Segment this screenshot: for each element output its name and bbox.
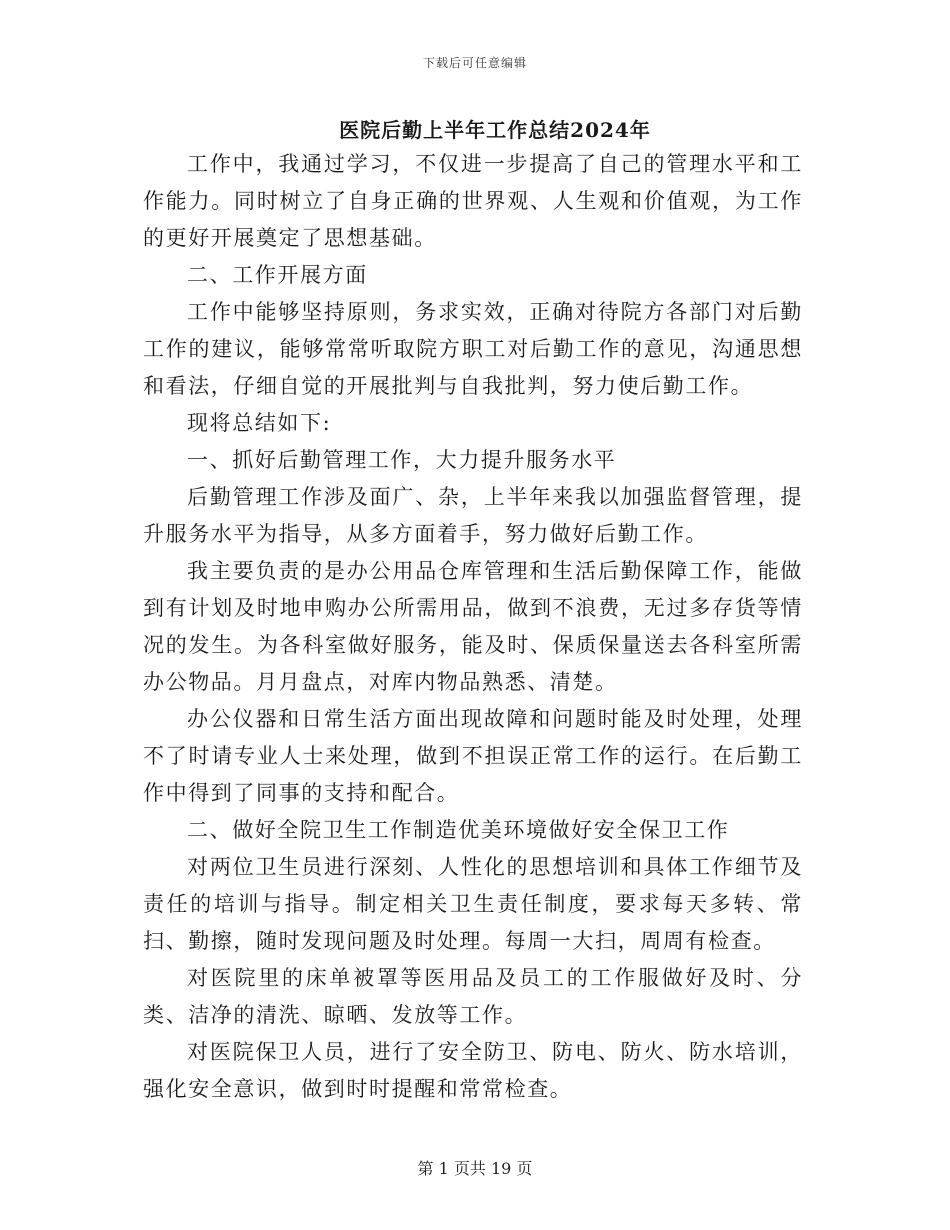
paragraph: 我主要负责的是办公用品仓库管理和生活后勤保障工作，能做到有计划及时地申购办公所需用品，做到不浪费，无过多存货等情况的发生。为各科室做好服务，能及时、保质保量送去各科室所需办公物品。月月盘点，对库内物品熟悉、清楚。 xyxy=(143,559,803,694)
paragraph: 工作中，我通过学习，不仅进一步提高了自己的管理水平和工作能力。同时树立了自身正确的世界观、人生观和价值观，为工作的更好开展奠定了思想基础。 xyxy=(143,152,803,250)
paragraph: 对两位卫生员进行深刻、人性化的思想培训和具体工作细节及责任的培训与指导。制定相关卫生责任制度，要求每天多转、常扫、勤擦，随时发现问题及时处理。每周一大扫，周周有检查。 xyxy=(143,855,803,953)
paragraph: 对医院里的床单被罩等医用品及员工的工作服做好及时、分类、洁净的清洗、晾晒、发放等工作。 xyxy=(143,966,803,1027)
section-heading: 二、做好全院卫生工作制造优美环境做好安全保卫工作 xyxy=(187,818,730,842)
paragraph: 后勤管理工作涉及面广、杂，上半年来我以加强监督管理，提升服务水平为指导，从多方面着手，努力做好后勤工作。 xyxy=(143,485,803,546)
paragraph: 办公仪器和日常生活方面出现故障和问题时能及时处理，处理不了时请专业人士来处理，做到不担误正常工作的运行。在后勤工作中得到了同事的支持和配合。 xyxy=(143,707,803,805)
document-title: 医院后勤上半年工作总结2024年 xyxy=(339,118,651,142)
section-heading: 一、抓好后勤管理工作，大力提升服务水平 xyxy=(187,448,617,472)
section-heading: 二、工作开展方面 xyxy=(187,263,368,287)
paragraph: 工作中能够坚持原则，务求实效，正确对待院方各部门对后勤工作的建议，能够常常听取院方职工对后勤工作的意见，沟通思想和看法，仔细自觉的开展批判与自我批判，努力使后勤工作。 xyxy=(143,300,803,398)
paragraph: 对医院保卫人员，进行了安全防卫、防电、防火、防水培训，强化安全意识，做到时时提醒和常常检查。 xyxy=(143,1040,803,1101)
paragraph: 现将总结如下: xyxy=(187,411,332,435)
page-number: 第 1 页共 19 页 xyxy=(417,1159,533,1178)
document-body xyxy=(143,146,803,1108)
header-note: 下载后可任意编辑 xyxy=(422,56,527,70)
